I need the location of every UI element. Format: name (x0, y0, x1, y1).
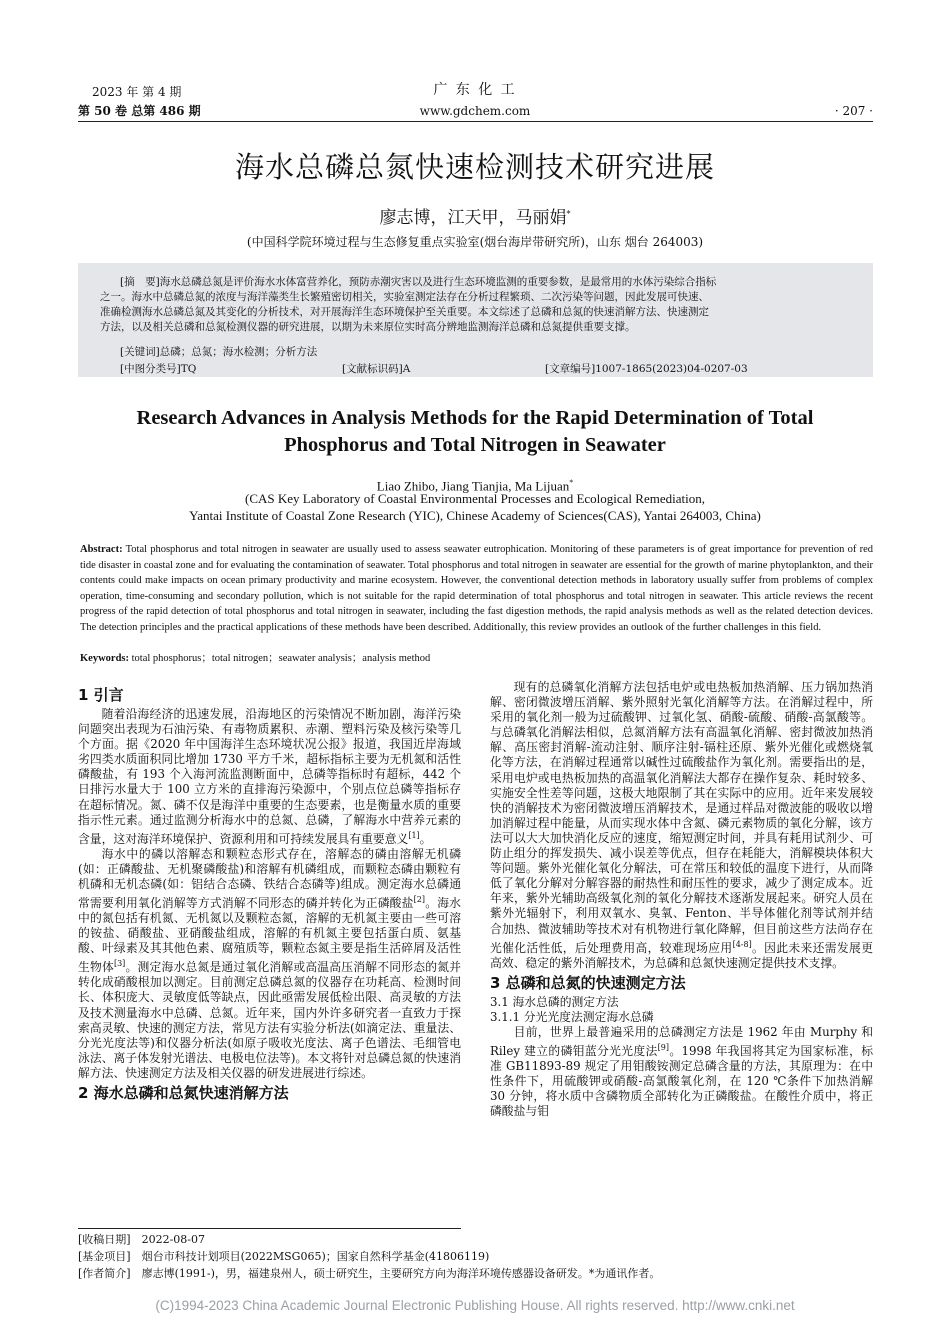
footnote-author-bio: [作者简介] 廖志博(1991-)，男，福建泉州人，硕士研究生，主要研究方向为海洋环境传感器设备研发。*为通讯作者。 (78, 1267, 661, 1280)
paragraph (490, 1025, 873, 1119)
cn-abstract-line: 方法，以及相关总磷和总氮检测仪器的研究进展，以期为未来原位实时高分辨地监测海洋总磷和总氮提供重要支撑。 (100, 321, 636, 333)
english-title-line: Research Advances in Analysis Methods for the Rapid Determination of Total (136, 407, 814, 429)
section-heading: 2 海水总磷和总氮快速消解方法 (78, 1084, 289, 1103)
section-heading: 1 引言 (78, 686, 124, 704)
citation: [3] (113, 959, 126, 969)
paragraph-text: 随着沿海经济的迅速发展，沿海地区的污染情况不断加剧，海洋污染问题突出表现为石油污染、有毒物质累积、赤潮、塑料污染及核污染等几个方面。据《2020 年中国海洋生态环境状况公报》报道，我国近岸海域劣四类水质面积同比增加 1730 平方千米，超标指标主要为无机氮和活性磷酸盐，有 193 个入海河流监测断面中，总磷等指标时有超标，442 个日排污水量大于 100 立方米的直排海污染源中，个别点位总磷等指标存在超标情况。氮、磷不仅是海洋中重要的生态要素，也是衡量水质的重要指示性元素。通过监测分析海水中的总氮、总磷，了解海水中营养元素的含量，这对海洋环境保护、资源利用和可持续发展具有重要意义 (78, 707, 461, 846)
paper-title: 海水总磷总氮快速检测技术研究进展 (234, 150, 715, 184)
paragraph-text: 。因此未来还需发展更高效、稳定的紫外消解技术，为总磷和总氮快速测定提供技术支撑。 (490, 940, 873, 970)
english-abstract (80, 542, 873, 635)
paragraph-text: 海水中的磷以溶解态和颗粒态形式存在，溶解态的磷由溶解无机磷(如：正磷酸盐、无机聚磷酸盐)和溶解有机磷组成，而颗粒态磷由颗粒有机磷和无机态磷(如：铝结合态磷、铁结合态磷等)组成。测定海水总磷通常需要利用氧化消解等方式消解不同形态的磷并转化为正磷酸盐 (78, 846, 461, 910)
english-affiliation-line: (CAS Key Laboratory of Coastal Environmental Processes and Ecological Remediation, (245, 491, 705, 506)
keywords-text: total phosphorus；total nitrogen；seawater analysis；analysis method (129, 653, 431, 664)
paragraph-text: 。 (419, 831, 432, 846)
keywords-label: Keywords: (80, 653, 129, 664)
clc-number: [中图分类号]TQ (120, 363, 197, 375)
body-right-column (490, 680, 873, 1119)
affiliation: (中国科学院环境过程与生态修复重点实验室(烟台海岸带研究所)，山东 烟台 264003) (246, 235, 704, 249)
corresponding-mark: * (566, 209, 571, 219)
copyright-watermark: (C)1994-2023 China Academic Journal Electronic Publishing House. All rights reserved. http://www.cnki.net (155, 1298, 795, 1313)
header-rule (78, 121, 873, 122)
authors (0, 203, 950, 228)
page-number: · 207 · (834, 104, 873, 118)
citation: [4-8] (732, 939, 752, 949)
citation: [9] (657, 1042, 669, 1052)
paragraph (490, 680, 873, 971)
english-keywords (80, 650, 873, 665)
paragraph-text: 。海水中的氮包括有机氮、无机氮以及颗粒态氮，溶解的无机氮主要由一些可溶的铵盐、硝酸盐、亚硝酸盐组成，溶解的有机氮主要包括蛋白质、氨基酸、叶绿素及其其他色素、腐殖质等，颗粒态氮主要是指生活碎屑及活性生物体 (78, 895, 461, 975)
footnote-received: [收稿日期] 2022-08-07 (78, 1233, 206, 1246)
cn-abstract-line: 之一。海水中总磷总氮的浓度与海洋藻类生长繁殖密切相关，实验室测定法存在分析过程繁琐、二次污染等问题，因此发展可快速、 (100, 291, 709, 303)
cn-abstract-line: [摘 要]海水总磷总氮是评价海水水体富营养化，预防赤潮灾害以及进行生态环境监测的重要参数，是最常用的水体污染综合指标 (120, 276, 717, 288)
document-code: [文献标识码]A (342, 363, 411, 375)
footnote-fund: [基金项目] 烟台市科技计划项目(2022MSG065)；国家自然科学基金(41806119) (78, 1250, 490, 1263)
journal-website: www.gdchem.com (419, 104, 531, 118)
citation: [1] (408, 830, 420, 840)
paragraph-text: 。测定海水总氮是通过氧化消解或高温高压消解不同形态的氮并转化成硝酸根加以测定。目前测定总磷总氮的仪器存在功耗高、检测时间长、体积庞大、灵敏度低等缺点，因此亟需发展低检出限、高灵敏的方法及技术测量海水中总磷、总氮。近年来，国内外许多研究者一直致力于探索高灵敏、快速的测定方法，常见方法有实验分析法(如滴定法、重量法、分光光度法等)和仪器分析法(如原子吸收光度法、离子色谱法、毛细管电泳法、离子体发射光谱法、电极电位法等)。本文将针对总磷总氮的快速消解方法、快速测定方法及相关仪器的研发进展进行综述。 (78, 960, 461, 1080)
body-left-column (78, 683, 461, 1105)
subsection-heading: 3.1 海水总磷的测定方法 (490, 994, 619, 1009)
abstract-label: Abstract: (80, 544, 123, 555)
article-number: [文章编号]1007-1865(2023)04-0207-03 (545, 363, 748, 375)
issue-label: 2023 年 第 4 期 (92, 85, 182, 99)
volume-label: 第 50 卷 总第 486 期 (78, 104, 201, 118)
english-title (0, 405, 950, 459)
cn-abstract-line: 准确检测海水总磷总氮及其变化的分析技术，对开展海洋生态环境保护至关重要。本文综述了总磷和总氮的快速消解方法、快速测定 (100, 306, 709, 318)
citation: [2] (413, 895, 426, 905)
paragraph-text: 现有的总磷氧化消解方法包括电炉或电热板加热消解、压力锅加热消解、密闭微波增压消解、紫外照射光氧化消解等方法。在消解过程中，所采用的氧化剂一般为过硫酸钾、过氧化氢、硝酸-硫酸、硝酸-高氯酸等。与总磷氧化消解法相似，总氮消解方法有高温氧化消解、密封微波加热消解、高压密封消解-流动注射、顺序注射-镉柱还原、紫外光催化或燃烧氧化等方法，在消解过程通常以碱性过硫酸盐作为氧化剂。需要指出的是，采用电炉或电热板加热的高温氧化消解法大都存在操作复杂、耗时较多、实施安全性差等问题，这极大地限制了其在实际中的应用。近年来发展较快的消解技术为密闭微波增压消解技术，是通过样品对微波能的吸收以增加消解过程中能量，从而实现水体中含氮、磷元素物质的氧化分解，该方法可以大大加快消化反应的速度，缩短测定时间，并具有耗用试剂少、可防止组分的挥发损失、减小误差等优点，但存在耗能大，消解模块体积大等问题。紫外光催化氧化分解法，可在常压和较低的温度下进行，从而降低了氧化分解对分解容器的耐热性和耐压性的要求，减少了测定成本。近年来，紫外光辅助高级氧化剂的氧化分解技术逐渐发展起来。研究人员在紫外光辐射下，利用双氧水、臭氧、Fenton、半导体催化剂等试剂并结合加热、微波辅助等技术对有机物进行氧化降解，但目前这些方法尚存在光催化活性低，后处理费用高，较难现场应用 (490, 680, 873, 955)
journal-name: 广 东 化 工 (433, 82, 517, 98)
paragraph (78, 707, 461, 847)
english-author-names: Liao Zhibo, Jiang Tianjia, Ma Lijuan (376, 478, 570, 494)
author-names: 廖志博，江天甲，马丽娟 (379, 208, 567, 228)
english-affiliation-line: Yantai Institute of Coastal Zone Research (YIC), Chinese Academy of Sciences(CAS), Yantai 264003, China) (189, 508, 761, 523)
footnote-rule (78, 1228, 461, 1229)
paragraph (78, 847, 461, 1081)
abstract-text: Total phosphorus and total nitrogen in seawater are usually used to assess seawater eutrophication. Monitoring of these parameters is of great importance for prevention of red tide disaster in coastal zone and for evaluating the contamination of seawater. Total phosphorus and total nitrogen in seawater are essential for the growth of marine phytoplankton, and their contents could make impacts on ocean primary productivity and marine ecosystem. However, the conventional detection methods in laboratory usually suffer from problems of complex operation, time-consuming and secondary pollution, which is not suitable for the rapid determination of total phosphorus and total nitrogen in seawater. This article reviews the recent progress of the rapid detection of total phosphorus and total nitrogen in seawater, including the fast digestion methods, the rapid analysis methods as well as the related detection devices. The detection principles and the practical applications of these methods have been described. Additionally, this review provides an outlook of the further challenges in this field. (80, 544, 873, 633)
english-corresponding-mark: * (569, 478, 574, 487)
cn-keywords: [关键词]总磷；总氮；海水检测；分析方法 (120, 346, 318, 358)
subsubsection-heading: 3.1.1 分光光度法测定海水总磷 (490, 1009, 654, 1024)
paragraph-text: 。1998 年我国将其定为国家标准，标准 GB11893-89 规定了用钼酸铵测定总磷含量的方法，其原理为：在中性条件下，用硫酸钾或硝酸-高氯酸氧化剂，在 120 ℃条件下加热消解 30 分钟，将水质中含磷物质全部转化为正磷酸盐。在酸性介质中，将正磷酸盐与钼 (490, 1043, 873, 1119)
english-title-line: Phosphorus and Total Nitrogen in Seawater (284, 434, 666, 456)
paragraph-text: 目前，世界上最普遍采用的总磷测定方法是 1962 年由 Murphy 和 Riley 建立的磷钼蓝分光光度法 (490, 1024, 873, 1058)
section-heading: 3 总磷和总氮的快速测定方法 (490, 973, 686, 992)
